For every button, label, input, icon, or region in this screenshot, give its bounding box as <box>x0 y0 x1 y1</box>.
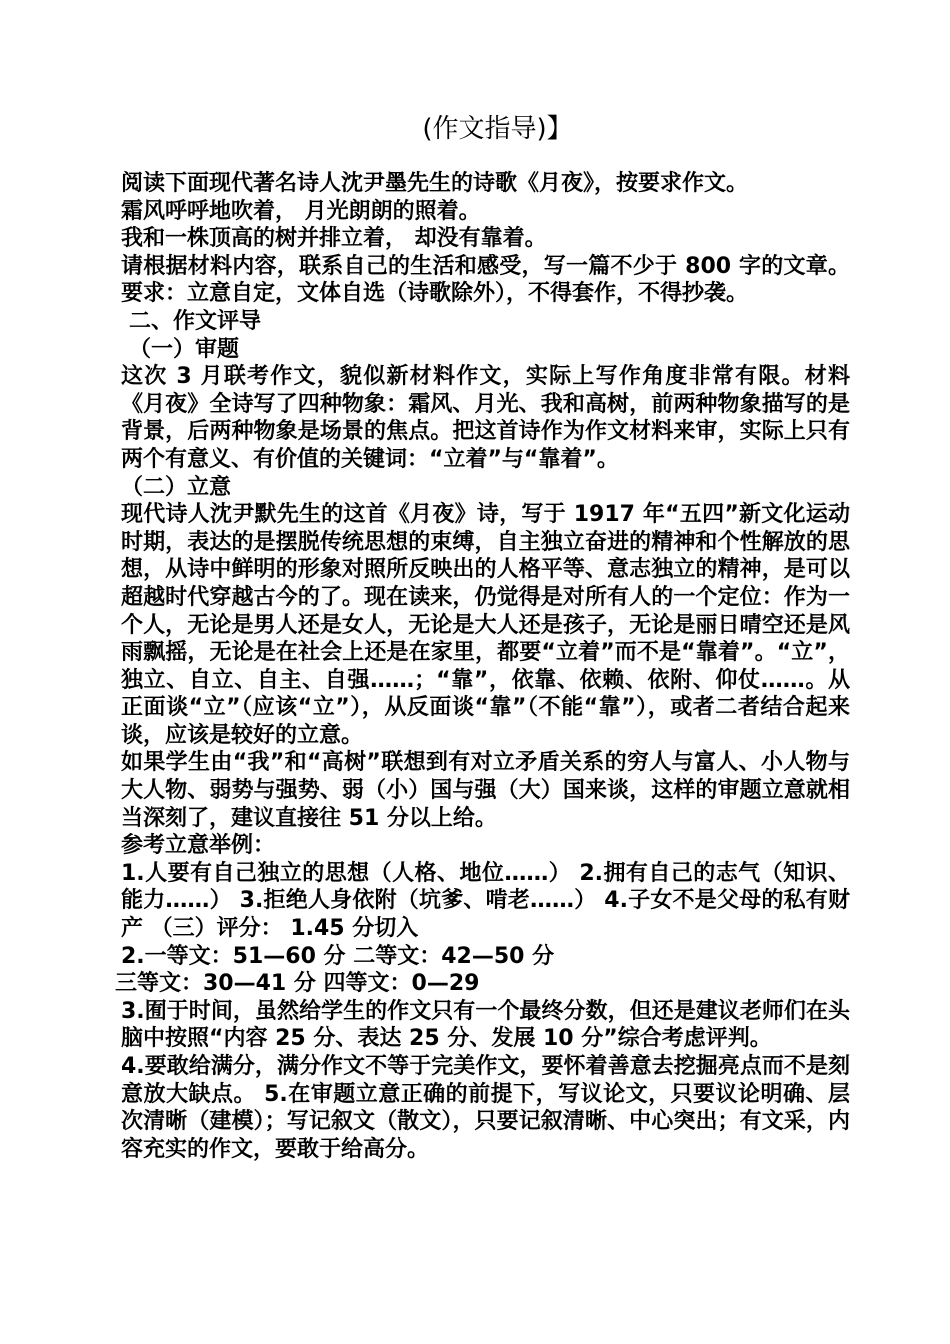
paragraph-theme: 现代诗人沈尹默先生的这首《月夜》诗，写于 1917 年“五四”新文化运动时期，表达的是摆脱传统思想的束缚，自主独立奋进的精神和个性解放的思想，从诗中鲜明的形象对照所反映出的人格平等、意志独立的精神，是可以超越时代穿越古今的了。现在读来，仍觉得是对所有人的一个定位：作为一个人，无论是男人还是女人，无论是大人还是孩子，无论是丽日晴空还是风雨飘摇，无论是在社会上还是在家里，都要“立着”而不是“靠着”。“立”，独立、自立、自主、自强……；“靠”，依靠、依赖、依附、仰仗……。从正面谈“立”（应该“立”），从反面谈“靠”（不能“靠”），或者二者结合起来谈，应该是较好的立意。 <box>121 502 850 748</box>
document-page <box>115 112 850 1163</box>
paragraph-scoring-note: 3.囿于时间，虽然给学生的作文只有一个最终分数，但还是建议老师们在头脑中按照“内容 25 分、表达 25 分、发展 10 分”综合考虑评判。 <box>121 998 850 1052</box>
section-heading-evaluation: 二、作文评导 <box>129 308 262 334</box>
paragraph-review: 这次 3 月联考作文，貌似新材料作文，实际上写作角度非常有限。材料《月夜》全诗写了四种物象：霜风、月光、我和高树，前两种物象描写的是背景，后两种物象是场景的焦点。把这首诗作为作文材料来审，实际上只有两个有意义、有价值的关键词：“立着”与“靠着”。 <box>121 364 850 472</box>
paragraph-examples-heading: 参考立意举例： <box>121 833 276 859</box>
paragraph-full-marks: 4.要敢给满分，满分作文不等于完美作文，要怀着善意去挖掘亮点而不是刻意放大缺点。 5.在审题立意正确的前提下，写议论文，只要议论明确、层次清晰（建模）；写记叙文（散文），只要记叙清晰、中心突出；有文采，内容充实的作文，要敢于给高分。 <box>121 1054 850 1162</box>
paragraph-poem-line-2: 我和一株顶高的树并排立着， 却没有靠着。 <box>121 226 547 252</box>
paragraph-deep-theme: 如果学生由“我”和“高树”联想到有对立矛盾关系的穷人与富人、小人物与大人物、弱势与强势、弱（小）国与强（大）国来谈，这样的审题立意就相当深刻了，建议直接往 51 分以上给。 <box>121 750 850 831</box>
subsection-heading-theme: （二）立意 <box>121 474 232 500</box>
paragraph-poem-line-1: 霜风呼呼地吹着， 月光朗朗的照着。 <box>121 198 481 224</box>
paragraph-prompt: 阅读下面现代著名诗人沈尹墨先生的诗歌《月夜》，按要求作文。 <box>121 171 749 196</box>
paragraph-grade-1-2: 2.一等文：51—60 分 二等文：42—50 分 <box>121 943 555 969</box>
subsection-heading-review: （一）审题 <box>129 336 240 362</box>
paragraph-examples: 1.人要有自己独立的思想（人格、地位……） 2.拥有自己的志气（知识、能力……） 3.拒绝人身依附（坑爹、啃老……） 4.子女不是父母的私有财产 （三）评分： 1.45 分切入 <box>121 860 850 942</box>
document-body <box>115 170 850 1163</box>
paragraph-grade-3-4: 三等文：30—41 分 四等文：0—29 <box>115 971 480 997</box>
paragraph-requirements: 请根据材料内容，联系自己的生活和感受，写一篇不少于 800 字的文章。要求：立意自定，文体自选（诗歌除外），不得套作，不得抄袭。 <box>121 253 850 307</box>
document-title: (作文指导)】 <box>422 114 573 144</box>
